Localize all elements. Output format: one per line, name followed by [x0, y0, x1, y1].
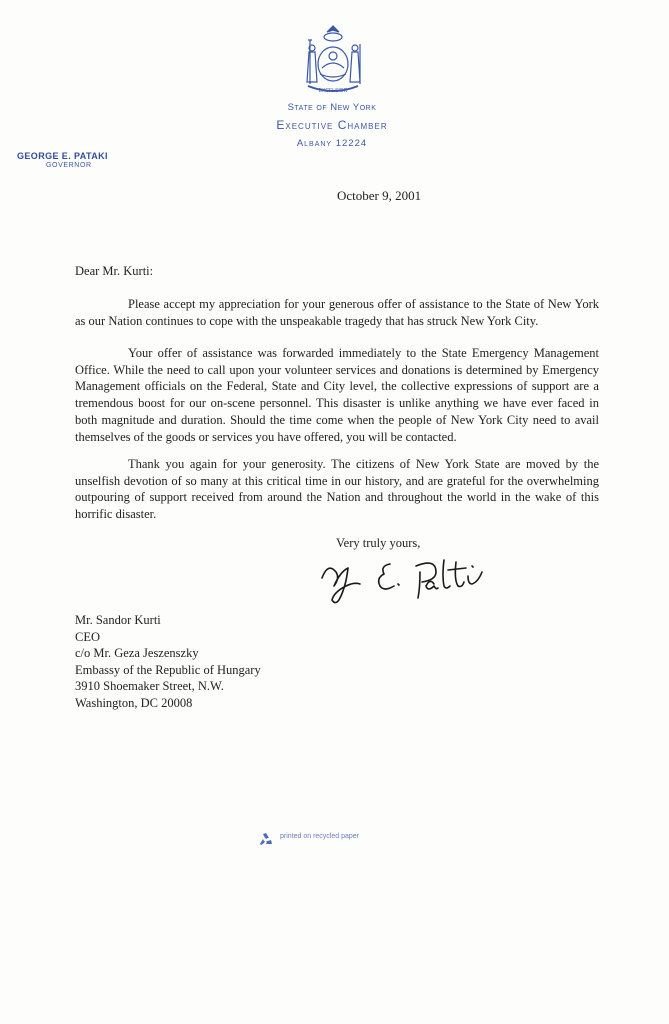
letterhead-chamber: Executive Chamber: [276, 118, 388, 132]
recipient-line: Embassy of the Republic of Hungary: [75, 662, 261, 677]
svg-text:EXCELSIOR: EXCELSIOR: [318, 88, 348, 94]
recycled-paper-note: printed on recycled paper: [280, 833, 359, 840]
signature: [316, 548, 512, 606]
letterhead-state: State of New York: [287, 102, 377, 113]
letterhead-city: Albany 12224: [296, 138, 368, 149]
paragraph-3: Thank you again for your generosity. The citizens of New York State are moved by the unselfish devotion of so many at this critical time in our history, and are grateful for the overwhelming outpouring of support received from around the Nation and throughout the world in the wake of this horrific disaster.: [75, 457, 599, 522]
governor-name: GEORGE E. PATAKI: [17, 151, 108, 161]
paragraph-2: Your offer of assistance was forwarded immediately to the State Emergency Management Office. While the need to call upon your volunteer services and donations is determined by Emergency Management officials on the Federal, State and City level, the collective expressions of support are a tremendous boost for our on-scene personnel. This disaster is unlike anything we have ever faced in both magnitude and duration. Should the time come when the people of New York City need to avail themselves of the goods or services you have offered, you will be contacted.: [75, 346, 599, 444]
salutation: Dear Mr. Kurti:: [75, 264, 154, 278]
recipient-address: [75, 612, 261, 711]
recipient-line: 3910 Shoemaker Street, N.W.: [75, 679, 224, 693]
recipient-line: CEO: [75, 629, 100, 644]
recycle-icon: [258, 832, 274, 848]
recipient-line: c/o Mr. Geza Jeszenszky: [75, 646, 199, 660]
state-seal-icon: [298, 22, 368, 96]
closing: Very truly yours,: [336, 536, 421, 550]
recipient-line: Washington, DC 20008: [75, 695, 193, 710]
paragraph-1: Please accept my appreciation for your generous offer of assistance to the State of New York as our Nation continues to cope with the unspeakable tragedy that has struck New York City.: [75, 297, 599, 328]
letter-date: October 9, 2001: [337, 188, 422, 203]
governor-title: GOVERNOR: [46, 162, 92, 169]
recipient-line: Mr. Sandor Kurti: [75, 613, 161, 627]
